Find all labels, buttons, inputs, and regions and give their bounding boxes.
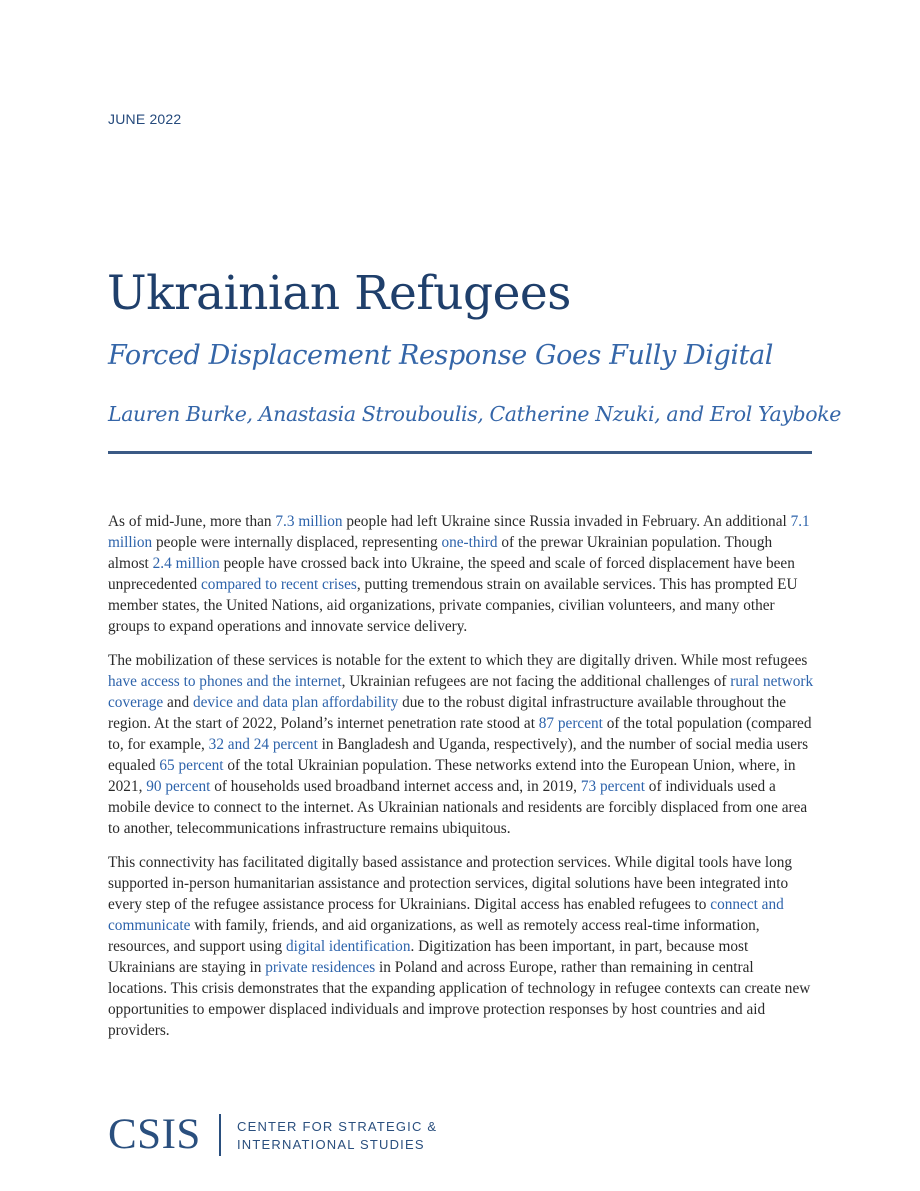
inline-link[interactable]: 73 percent bbox=[580, 778, 645, 795]
author-list: Lauren Burke, Anastasia Strouboulis, Catherine Nzuki, and Erol Yayboke bbox=[108, 402, 841, 426]
inline-link[interactable]: 7.1 million bbox=[108, 513, 810, 551]
inline-link[interactable]: rural network coverage bbox=[108, 673, 814, 711]
inline-link[interactable]: connect and communicate bbox=[108, 896, 784, 934]
inline-link[interactable]: 87 percent bbox=[538, 715, 603, 732]
body-paragraph: This connectivity has facilitated digitally based assistance and protection services. While digital tools have long supported in-person humanitarian assistance and protection services, digital solutions have been integrated into every step of the refugee assistance process for Ukrainians. Digital access has enabled refugees to connect and communicate with family, friends, and aid organizations, as well as remotely access real-time information, resources, and support using digital identification. Digitization has been important, in part, because most Ukrainians are staying in private residences in Poland and across Europe, rather than remaining in central locations. This crisis demonstrates that the expanding application of technology in refugee contexts can create new opportunities to empower displaced individuals and improve protection responses by host countries and aid providers. bbox=[108, 854, 811, 1039]
organization-name bbox=[237, 1118, 437, 1154]
body-paragraph: The mobilization of these services is notable for the extent to which they are digitally driven. While most refugees have access to phones and the internet, Ukrainian refugees are not facing the additional challenges of rural network coverage and device and data plan affordability due to the robust digital infrastructure available throughout the region. At the start of 2022, Poland’s internet penetration rate stood at 87 percent of the total population (compared to, for example, 32 and 24 percent in Bangladesh and Uganda, respectively), and the number of social media users equaled 65 percent of the total Ukrainian population. These networks extend into the European Union, where, in 2021, 90 percent of households used broadband internet access and, in 2019, 73 percent of individuals used a mobile device to connect to the internet. As Ukrainian nationals and residents are forcibly displaced from one area to another, telecommunications infrastructure remains ubiquitous. bbox=[108, 652, 814, 837]
article-body bbox=[108, 511, 814, 1054]
report-date: JUNE 2022 bbox=[108, 111, 182, 127]
title-divider bbox=[108, 451, 812, 454]
inline-link[interactable]: private residences bbox=[265, 959, 376, 976]
inline-link[interactable]: device and data plan affordability bbox=[192, 694, 399, 711]
inline-link[interactable]: have access to phones and the internet bbox=[108, 673, 342, 690]
inline-link[interactable]: one-third bbox=[441, 534, 498, 551]
org-name-line: INTERNATIONAL STUDIES bbox=[237, 1137, 425, 1152]
csis-logo: CSIS bbox=[108, 1111, 201, 1158]
inline-link[interactable]: 2.4 million bbox=[152, 555, 220, 572]
inline-link[interactable]: 90 percent bbox=[146, 778, 211, 795]
inline-link[interactable]: 65 percent bbox=[159, 757, 224, 774]
inline-link[interactable]: digital identification bbox=[286, 938, 411, 955]
logo-divider bbox=[219, 1114, 221, 1156]
footer-branding bbox=[108, 1112, 468, 1158]
inline-link[interactable]: 32 and 24 percent bbox=[208, 736, 318, 753]
page-title: Ukrainian Refugees bbox=[107, 266, 571, 321]
inline-link[interactable]: 7.3 million bbox=[275, 513, 343, 530]
body-paragraph: As of mid-June, more than 7.3 million people had left Ukraine since Russia invaded in February. An additional 7.1 million people were internally displaced, representing one-third of the prewar Ukrainian population. Though almost 2.4 million people have crossed back into Ukraine, the speed and scale of forced displacement have been unprecedented compared to recent crises, putting tremendous strain on available services. This has prompted EU member states, the United Nations, aid organizations, private companies, civilian volunteers, and many other groups to expand operations and innovate service delivery. bbox=[108, 513, 810, 635]
page-subtitle: Forced Displacement Response Goes Fully Digital bbox=[108, 340, 774, 371]
inline-link[interactable]: compared to recent crises bbox=[201, 576, 357, 593]
org-name-line: CENTER FOR STRATEGIC & bbox=[237, 1119, 438, 1134]
